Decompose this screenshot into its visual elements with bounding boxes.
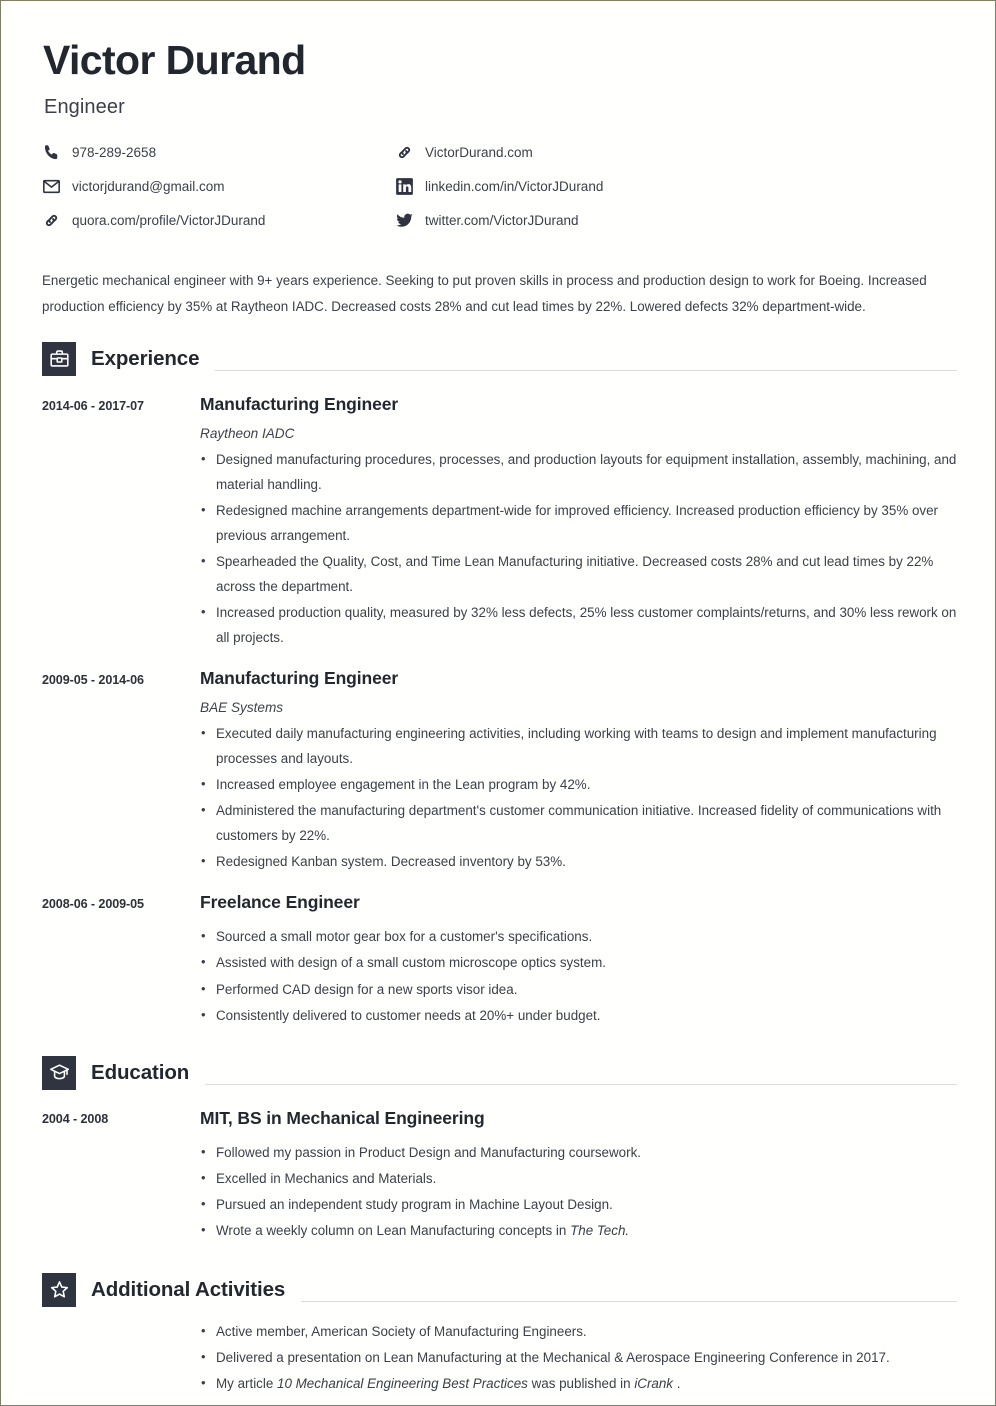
activities-bullet-list: [200, 1319, 957, 1396]
resume-entry: [42, 668, 957, 874]
bullet-item: • Performed CAD design for a new sports visor idea.: [200, 977, 957, 1002]
section-header: [42, 1056, 957, 1090]
resume-entry: [42, 1108, 957, 1243]
bullet-item: • Redesigned Kanban system. Decreased inventory by 53%.: [200, 849, 957, 874]
contact-text: 978-289-2658: [72, 145, 157, 161]
section-title: Experience: [91, 346, 200, 370]
entry-bullet-list: [200, 447, 957, 651]
bullet-item: • Delivered a presentation on Lean Manufacturing at the Mechanical & Aerospace Engineering Conference in 2017.: [200, 1345, 957, 1370]
contact-text: linkedin.com/in/VictorJDurand: [425, 179, 604, 195]
phone-icon: [42, 143, 61, 162]
twitter-icon: [395, 211, 414, 230]
contact-item[interactable]: [395, 143, 957, 162]
contact-list: [42, 143, 957, 230]
section-divider: [215, 370, 957, 371]
link-icon: [42, 211, 61, 230]
entry-organization: BAE Systems: [200, 700, 284, 716]
entry-dates: 2008-06 - 2009-05: [42, 897, 144, 912]
bullet-item: • Designed manufacturing procedures, processes, and production layouts for equipment installation, assembly, machining, and material handling.: [200, 447, 957, 497]
bullet-item: • Excelled in Mechanics and Materials.: [200, 1166, 957, 1191]
linkedin-icon: [395, 177, 414, 196]
bullet-item: • Wrote a weekly column on Lean Manufacturing concepts in The Tech.: [200, 1218, 957, 1243]
bullet-item: • Followed my passion in Product Design and Manufacturing coursework.: [200, 1140, 957, 1165]
link-icon: [395, 143, 414, 162]
bullet-item: • Active member, American Society of Manufacturing Engineers.: [200, 1319, 957, 1344]
bullet-item: • Spearheaded the Quality, Cost, and Time Lean Manufacturing initiative. Decreased costs 28% and cut lead times by 22% across the department.: [200, 549, 957, 599]
bullet-item: • Sourced a small motor gear box for a customer's specifications.: [200, 924, 957, 949]
section-title: Education: [91, 1060, 190, 1084]
email-icon: [42, 177, 61, 196]
bullet-item: • Consistently delivered to customer needs at 20%+ under budget.: [200, 1003, 957, 1028]
entry-body: [200, 394, 957, 651]
resume-entry: [42, 892, 957, 1027]
entry-organization: Raytheon IADC: [200, 425, 295, 441]
entry-role-title: Manufacturing Engineer: [200, 668, 399, 689]
bullet-item: • Increased employee engagement in the Lean program by 42%.: [200, 772, 957, 797]
contact-item[interactable]: [42, 143, 395, 162]
resume-header: [42, 39, 957, 119]
contact-item[interactable]: [395, 177, 957, 196]
contact-item[interactable]: [42, 211, 395, 230]
contact-text: quora.com/profile/VictorJDurand: [72, 213, 266, 229]
entry-dates: 2014-06 - 2017-07: [42, 398, 144, 413]
candidate-name: Victor Durand: [43, 37, 306, 83]
entry-role-title: Freelance Engineer: [200, 892, 360, 913]
entry-bullet-list: [200, 924, 957, 1027]
bullet-item: • Pursued an independent study program in Machine Layout Design.: [200, 1192, 957, 1217]
star-icon: [42, 1273, 76, 1307]
bullet-item: • Assisted with design of a small custom microscope optics system.: [200, 950, 957, 975]
entry-dates: 2009-05 - 2014-06: [42, 673, 144, 688]
entry-role-title: Manufacturing Engineer: [200, 393, 399, 414]
resume-entry: [42, 394, 957, 651]
section-experience: [42, 342, 957, 1028]
education-entries: [42, 1108, 957, 1243]
bullet-item: • Redesigned machine arrangements department-wide for improved efficiency. Increased production efficiency by 35% over previous arrangement.: [200, 498, 957, 548]
bullet-item: • My article 10 Mechanical Engineering Best Practices was published in iCrank .: [200, 1371, 957, 1396]
section-header: [42, 1273, 957, 1307]
contact-text: victorjdurand@gmail.com: [72, 179, 225, 195]
entry-role-title: MIT, BS in Mechanical Engineering: [200, 1107, 485, 1128]
section-divider: [301, 1301, 957, 1302]
entry-body: [200, 1108, 957, 1243]
entry-bullet-list: [200, 1140, 957, 1243]
entry-dates: 2004 - 2008: [42, 1111, 109, 1126]
entry-body: [200, 668, 957, 874]
experience-entries: [42, 394, 957, 1028]
entry-body: [200, 892, 957, 1027]
graduation-cap-icon: [42, 1056, 76, 1090]
entry-bullet-list: [200, 721, 957, 874]
candidate-job-title: Engineer: [44, 96, 125, 119]
section-education: [42, 1056, 957, 1243]
section-additional-activities: [42, 1273, 957, 1396]
activities-body: [200, 1319, 957, 1396]
contact-item[interactable]: [395, 211, 957, 230]
contact-item[interactable]: [42, 177, 395, 196]
bullet-item: • Executed daily manufacturing engineering activities, including working with teams to design and implement manufacturing processes and layouts.: [200, 721, 957, 771]
contact-text: twitter.com/VictorJDurand: [425, 213, 579, 229]
bullet-item: • Administered the manufacturing department's customer communication initiative. Increased fidelity of communications with customers by 22%.: [200, 798, 957, 848]
section-title: Additional Activities: [91, 1277, 286, 1301]
contact-text: VictorDurand.com: [425, 145, 533, 161]
section-divider: [205, 1084, 957, 1085]
briefcase-icon: [42, 342, 76, 376]
professional-summary: Energetic mechanical engineer with 9+ years experience. Seeking to put proven skills in process and production design to work for Boeing. Increased production efficiency by 35% at Raytheon IADC. Decreased costs 28% and cut lead times by 22%. Lowered defects 32% department-wide.: [42, 273, 927, 314]
bullet-item: • Increased production quality, measured by 32% less defects, 25% less customer complaints/returns, and 30% less rework on all projects.: [200, 600, 957, 650]
section-header: [42, 342, 957, 376]
